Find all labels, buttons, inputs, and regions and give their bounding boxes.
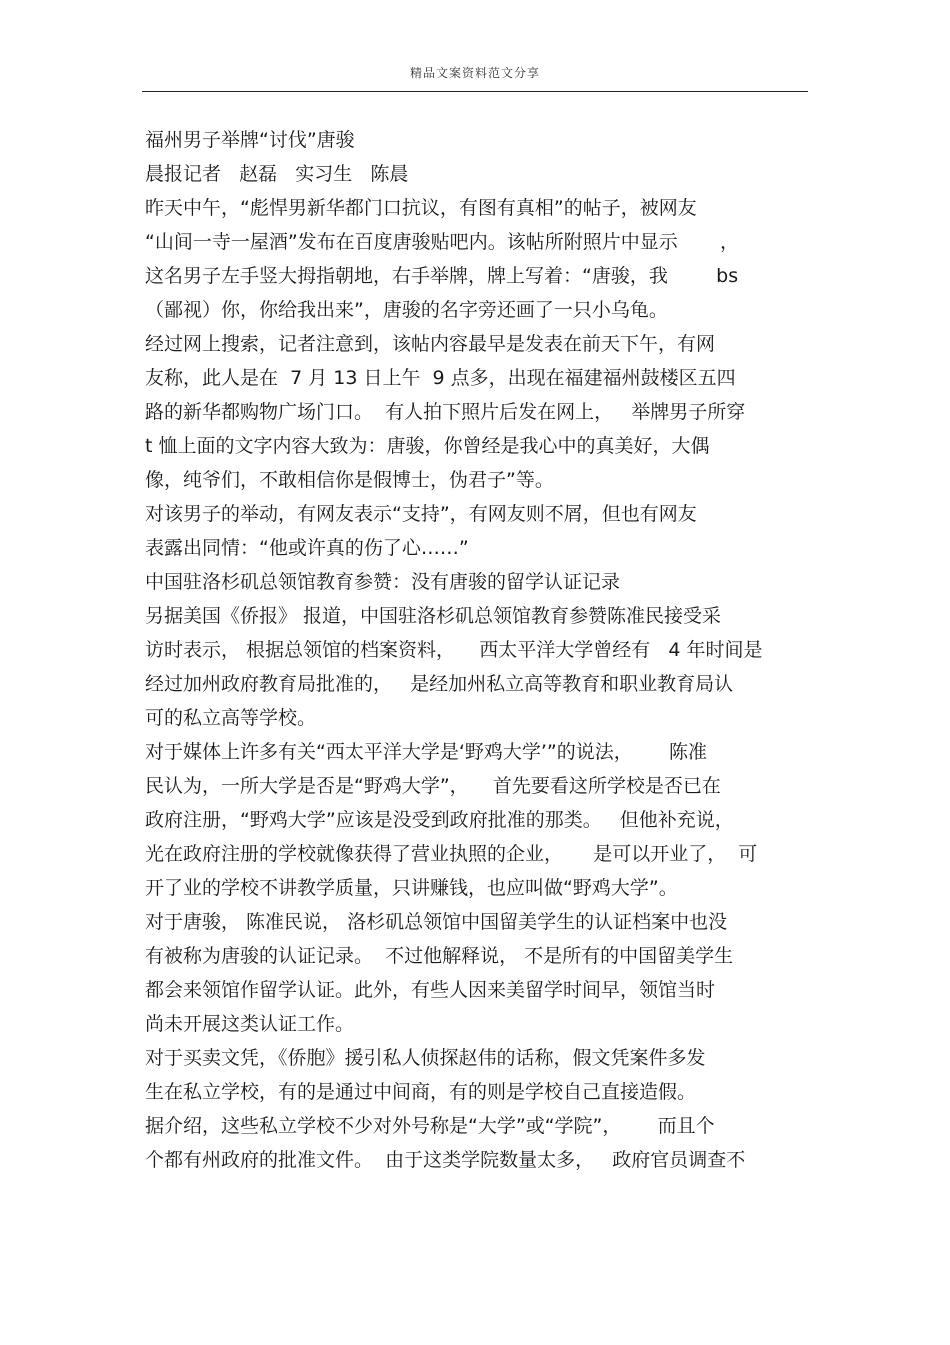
body-line: 都会来领馆作留学认证。此外，有些人因来美留学时间早，领馆当时 xyxy=(145,979,716,1001)
body-line: 对于买卖文凭，《侨胞》援引私人侦探赵伟的话称，假文凭案件多发 xyxy=(145,1047,706,1069)
body-line: 政府注册，“野鸡大学”应该是没受到政府批准的那类。 但他补充说， xyxy=(145,809,734,831)
body-line: 生在私立学校，有的是通过中间商，有的则是学校自己直接造假。 xyxy=(145,1081,697,1103)
body-line: 个都有州政府的批准文件。 由于这类学院数量太多， 政府官员调查不 xyxy=(145,1149,746,1171)
body-line: 经过加州政府教育局批准的， 是经加州私立高等教育和职业教育局认 xyxy=(145,673,734,695)
body-line: 路的新华都购物广场门口。 有人拍下照片后发在网上， 举牌男子所穿 xyxy=(145,401,746,423)
body-line: 访时表示， 根据总领馆的档案资料， 西太平洋大学曾经有 4 年时间是 xyxy=(145,639,763,661)
body-line: “山间一寺一屋酒”发布在百度唐骏贴吧内。该帖所附照片中显示 ， xyxy=(145,231,739,253)
article-title: 福州男子举牌“讨伐”唐骏 xyxy=(145,129,355,151)
body-line: （鄙视）你，你给我出来”，唐骏的名字旁还画了一只小乌龟。 xyxy=(145,299,668,321)
page-header: 精品文案资料范文分享 xyxy=(409,66,540,80)
article-body xyxy=(145,123,815,1177)
body-line: 像，纯爷们，不敢相信你是假博士，伪君子”等。 xyxy=(145,469,554,491)
body-line: 开了业的学校不讲教学质量，只讲赚钱，也应叫做“野鸡大学”。 xyxy=(145,877,678,899)
body-line: 光在政府注册的学校就像获得了营业执照的企业， 是可以开业了， 可 xyxy=(145,843,758,865)
body-line: 经过网上搜索，记者注意到，该帖内容最早是发表在前天下午，有网 xyxy=(145,333,716,355)
body-line: 另据美国《侨报》 报道，中国驻洛杉矶总领馆教育参赞陈准民接受采 xyxy=(145,605,722,627)
body-line: 表露出同情：“他或许真的伤了心……” xyxy=(145,537,469,559)
header-divider xyxy=(142,91,808,92)
body-line: 对该男子的举动，有网友表示“支持”，有网友则不屑，但也有网友 xyxy=(145,503,697,525)
body-line: 昨天中午，“彪悍男新华都门口抗议，有图有真相”的帖子，被网友 xyxy=(145,197,697,219)
body-line: 对于唐骏， 陈准民说， 洛杉矶总领馆中国留美学生的认证档案中也没 xyxy=(145,911,728,933)
body-line: 据介绍，这些私立学校不少对外号称是“大学”或“学院”， 而且个 xyxy=(145,1115,715,1137)
body-line: 对于媒体上许多有关“西太平洋大学是‘野鸡大学’”的说法， 陈准 xyxy=(145,741,708,763)
byline: 晨报记者 赵磊 实习生 陈晨 xyxy=(145,163,409,185)
body-line: 可的私立高等学校。 xyxy=(145,707,317,729)
body-line: 这名男子左手竖大拇指朝地，右手举牌，牌上写着：“唐骏，我 bs xyxy=(145,265,739,287)
body-line: 友称，此人是在 7 月 13 日上午 9 点多，出现在福建福州鼓楼区五四 xyxy=(145,367,736,389)
body-line: 有被称为唐骏的认证记录。 不过他解释说， 不是所有的中国留美学生 xyxy=(145,945,734,967)
body-line: 尚未开展这类认证工作。 xyxy=(145,1013,355,1035)
section-heading: 中国驻洛杉矶总领馆教育参赞：没有唐骏的留学认证记录 xyxy=(145,571,621,593)
body-line: t 恤上面的文字内容大致为：唐骏，你曾经是我心中的真美好，大偶 xyxy=(145,435,710,457)
body-line: 民认为，一所大学是否是“野鸡大学”， 首先要看这所学校是否已在 xyxy=(145,775,721,797)
